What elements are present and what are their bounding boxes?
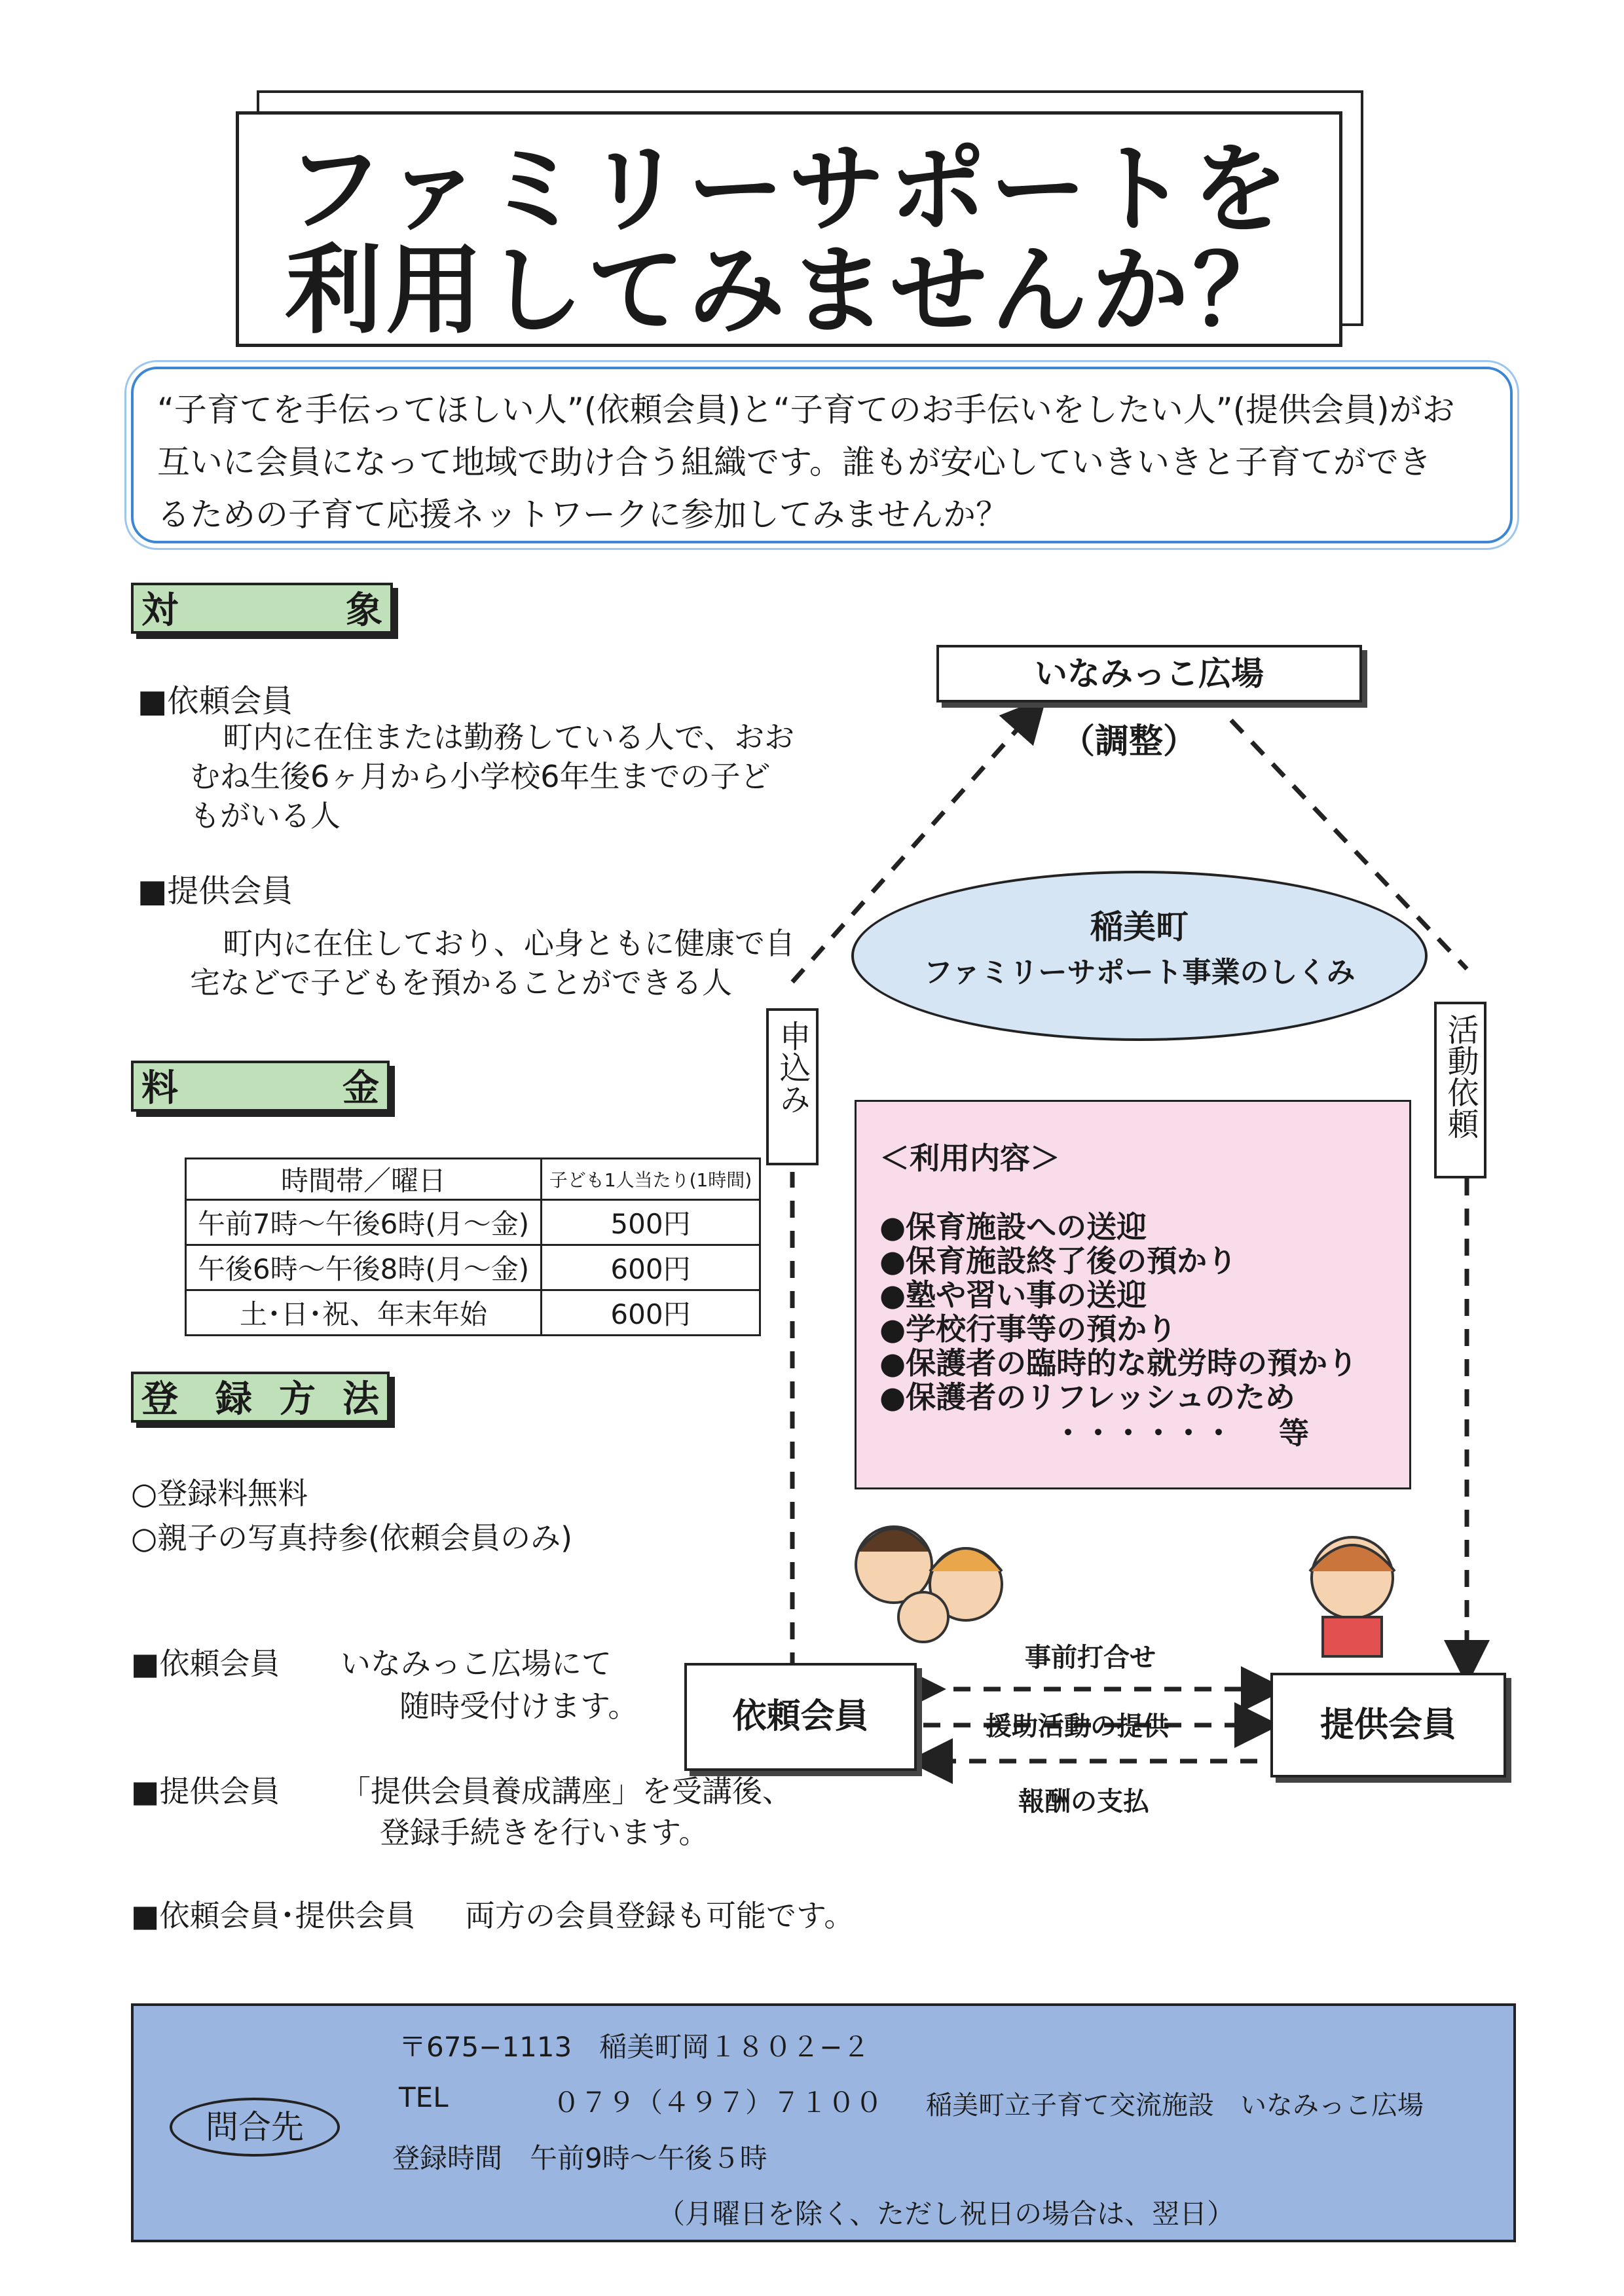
provider-box: 提供会員: [1270, 1673, 1506, 1777]
heading-char: 象: [346, 589, 382, 632]
heading-char: 対: [141, 589, 178, 632]
apply-label: 申込み: [774, 1020, 811, 1114]
fee-time: 午前7時～午後6時(月～金): [186, 1200, 542, 1245]
title-line-2: 利用してみませんか？: [285, 234, 1293, 347]
target-provider-desc-1: 町内に在住しており、心身ともに健康で自: [223, 926, 795, 961]
content-item: ●保育施設への送迎: [879, 1209, 1147, 1245]
heading-char: 登: [141, 1378, 178, 1421]
fee-price: 500円: [542, 1200, 760, 1245]
arrow-label-activity: 援助活動の提供: [986, 1711, 1169, 1741]
fee-col-price: 子ども1人当たり(1時間): [542, 1159, 760, 1200]
fee-time: 午後6時～午後8時(月～金): [186, 1245, 542, 1290]
footer-facility: 稲美町立子育て交流施設 いなみっこ広場: [926, 2090, 1424, 2121]
registration-both-desc: 両方の会員登録も可能です。: [465, 1898, 855, 1933]
content-item: ●学校行事等の預かり: [879, 1311, 1177, 1347]
inquiry-label: 問合先: [170, 2098, 340, 2157]
registration-both-head: ■依頼会員･提供会員: [131, 1898, 416, 1933]
family-illustration: [856, 1527, 1002, 1642]
content-item: ●保育施設終了後の預かり: [879, 1243, 1238, 1279]
content-item: ●保護者のリフレッシュのため: [879, 1379, 1295, 1415]
fee-col-time: 時間帯／曜日: [186, 1159, 542, 1200]
registration-provider-desc-2: 登録手続きを行います。: [380, 1815, 709, 1850]
target-provider-desc-2: 宅などで子どもを預かることができる人: [190, 965, 732, 1000]
target-provider-head: ■提供会員: [138, 873, 293, 909]
content-box: [855, 1100, 1411, 1489]
footer-tel-label: TEL: [399, 2081, 449, 2113]
ellipse-line-1: 稲美町: [1090, 908, 1189, 946]
footer-hours: 登録時間 午前9時～午後５時: [392, 2142, 767, 2174]
target-requester-desc-2: むね生後6ヶ月から小学校6年生までの子ど: [190, 759, 771, 794]
target-requester-desc-1: 町内に在住または勤務している人で、おお: [223, 720, 795, 755]
intro-line-3: るための子育て応援ネットワークに参加してみませんか？: [157, 496, 1008, 534]
requester-box: 依頼会員: [684, 1663, 917, 1771]
heading-char: 録: [215, 1378, 252, 1421]
target-requester-desc-3: もがいる人: [190, 798, 341, 833]
registration-provider-head: ■提供会員: [131, 1774, 280, 1809]
footer-tel: ０７９（４９７）７１００: [553, 2086, 883, 2119]
fee-price: 600円: [542, 1290, 760, 1336]
system-ellipse: [851, 871, 1428, 1041]
fee-price: 600円: [542, 1245, 760, 1290]
registration-requester-desc-1: いなみっこ広場にて: [341, 1646, 612, 1681]
content-title: ＜利用内容＞: [879, 1140, 1060, 1176]
footer-postal: 〒675−1113 稲美町岡１８０２−２: [399, 2031, 870, 2063]
registration-item-1: ○登録料無料: [131, 1476, 308, 1511]
apply-label-box: [766, 1008, 819, 1165]
content-etc: 等: [1279, 1415, 1309, 1451]
content-dots: ・・・・・・: [1053, 1415, 1234, 1451]
title-line-1: ファミリーサポートを: [286, 133, 1293, 246]
fee-time: 土･日･祝、年末年始: [186, 1290, 542, 1336]
request-label-box: [1434, 1002, 1486, 1178]
target-requester-head: ■依頼会員: [138, 683, 293, 720]
intro-line-1: “子育てを手伝ってほしい人”(依頼会員)と“子育てのお手伝いをしたい人”(提供会員)がお: [157, 391, 1455, 429]
heading-char: 法: [342, 1378, 379, 1421]
content-item: ●塾や習い事の送迎: [879, 1277, 1147, 1313]
heading-char: 金: [342, 1067, 379, 1110]
registration-item-2: ○親子の写真持参(依頼会員のみ): [131, 1520, 573, 1556]
intro-line-2: 互いに会員になって地域で助け合う組織です。誰もが安心していきいきと子育てができ: [157, 443, 1431, 481]
arrow-label-meeting: 事前打合せ: [1025, 1643, 1156, 1673]
heading-char: 方: [279, 1378, 316, 1421]
provider-illustration: [1310, 1537, 1395, 1656]
content-item: ●保護者の臨時的な就労時の預かり: [879, 1345, 1358, 1381]
heading-char: 料: [141, 1067, 178, 1110]
arrow-label-payment: 報酬の支払: [1018, 1787, 1149, 1817]
center-box: いなみっこ広場: [936, 645, 1362, 702]
registration-requester-head: ■依頼会員: [131, 1646, 280, 1681]
request-label: 活動依頼: [1442, 1013, 1479, 1139]
registration-provider-desc-1: 「提供会員養成講座」を受講後、: [341, 1774, 792, 1809]
footer-note: （月曜日を除く、ただし祝日の場合は、翌日）: [657, 2198, 1235, 2230]
contact-footer: [131, 2003, 1516, 2242]
center-sub: （調整）: [1061, 722, 1198, 761]
ellipse-line-2: ファミリーサポート事業のしくみ: [923, 956, 1356, 989]
registration-requester-desc-2: 随時受付けます。: [399, 1688, 638, 1724]
